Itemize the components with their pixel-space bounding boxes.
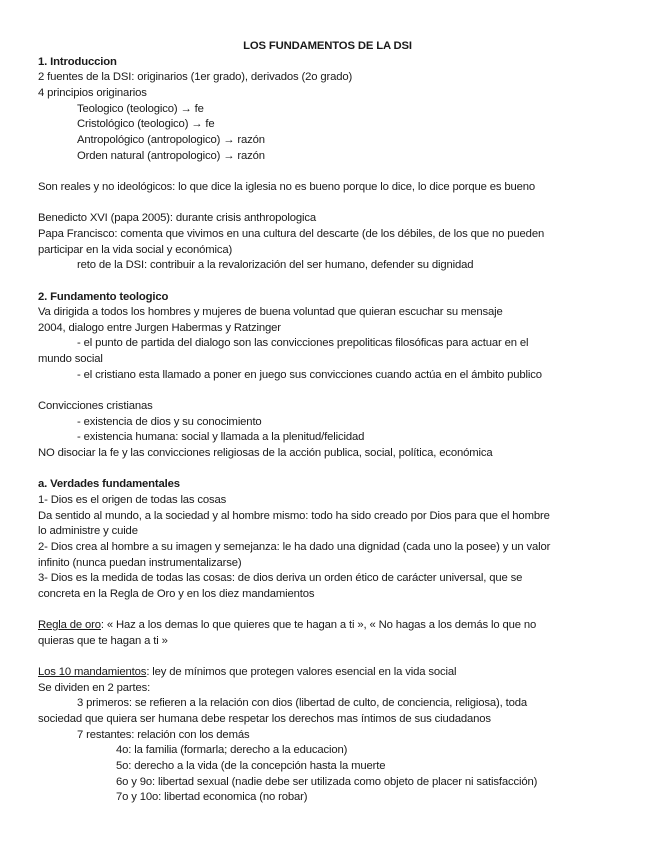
text-line: sociedad que quiera ser humana debe respetar los derechos mas íntimos de sus ciudadanos [38,713,491,725]
text-line: 5o: derecho a la vida (de la concepción hasta la muerte [116,760,386,772]
text-line: Convicciones cristianas [38,400,153,412]
text-line: Orden natural (antropologico) → razón [77,150,265,162]
text-line [38,618,536,633]
section-heading: a. Verdades fundamentales [38,478,180,490]
text-line: 4 principios originarios [38,87,147,99]
text-line: Se dividen en 2 partes: [38,682,151,694]
text-line: 1- Dios es el origen de todas las cosas [38,494,227,506]
text-line: Cristológico (teologico) → fe [77,118,215,130]
text-line: 2004, dialogo entre Jurgen Habermas y Ratzinger [38,322,281,334]
text-line: 3- Dios es la medida de todas las cosas: de dios deriva un orden ético de carácter universal, que se [38,572,523,584]
document-title: LOS FUNDAMENTOS DE LA DSI [243,40,412,52]
text-line: reto de la DSI: contribuir a la revalorización del ser humano, defender su dignidad [77,259,474,271]
section-heading: 2. Fundamento teologico [38,291,169,303]
text-line: infinito (nunca puedan instrumentalizarse) [38,557,242,569]
text-line: - existencia humana: social y llamada a la plenitud/felicidad [77,431,365,443]
mandamientos-text: : ley de mínimos que protegen valores esencial en la vida social [146,666,457,678]
text-line: NO disociar la fe y las convicciones religiosas de la acción publica, social, política, económica [38,447,493,459]
text-line: concreta en la Regla de Oro y en los diez mandamientos [38,588,315,600]
text-line: - existencia de dios y su conocimiento [77,416,262,428]
text-line: Teologico (teologico) → fe [77,103,204,115]
text-line: Va dirigida a todos los hombres y mujeres de buena voluntad que quieran escuchar su mensaje [38,306,503,318]
text-line: Antropológico (antropologico) → razón [77,134,265,146]
text-line: - el punto de partida del dialogo son las convicciones prepoliticas filosóficas para actuar en el [77,337,529,349]
text-line: Son reales y no ideológicos: lo que dice la iglesia no es bueno porque lo dice, lo dice porque es bueno [38,181,536,193]
text-line: lo administre y cuide [38,525,138,537]
text-line: mundo social [38,353,103,365]
text-line: Da sentido al mundo, a la sociedad y al hombre mismo: todo ha sido creado por Dios para que el hombre [38,510,550,522]
text-line: participar en la vida social y económica) [38,244,233,256]
text-line: Benedicto XVI (papa 2005): durante crisis anthropologica [38,212,316,224]
regla-de-oro-term: Regla de oro [38,619,101,631]
text-line [38,665,456,680]
text-line: quieras que te hagan a ti » [38,635,168,647]
text-line: 2 fuentes de la DSI: originarios (1er grado), derivados (2o grado) [38,71,353,83]
text-line: 2- Dios crea al hombre a su imagen y semejanza: le ha dado una dignidad (cada uno la posee) y un valor [38,541,551,553]
text-line: 4o: la familia (formarla; derecho a la educacion) [116,744,348,756]
text-line: 6o y 9o: libertad sexual (nadie debe ser utilizada como objeto de placer ni satisfacción) [116,776,538,788]
mandamientos-term: Los 10 mandamientos [38,666,147,678]
text-line: - el cristiano esta llamado a poner en juego sus convicciones cuando actúa en el ámbito publico [77,369,542,381]
text-line: 7 restantes: relación con los demás [77,729,250,741]
text-line: 3 primeros: se refieren a la relación con dios (libertad de culto, de conciencia, religiosa), toda [77,697,527,709]
regla-de-oro-text: : « Haz a los demas lo que quieres que te hagan a ti », « No hagas a los demás lo que no [100,619,537,631]
section-heading: 1. Introduccion [38,56,117,68]
text-line: 7o y 10o: libertad economica (no robar) [116,791,308,803]
text-line: Papa Francisco: comenta que vivimos en una cultura del descarte (de los débiles, de los que no pueden [38,228,545,240]
